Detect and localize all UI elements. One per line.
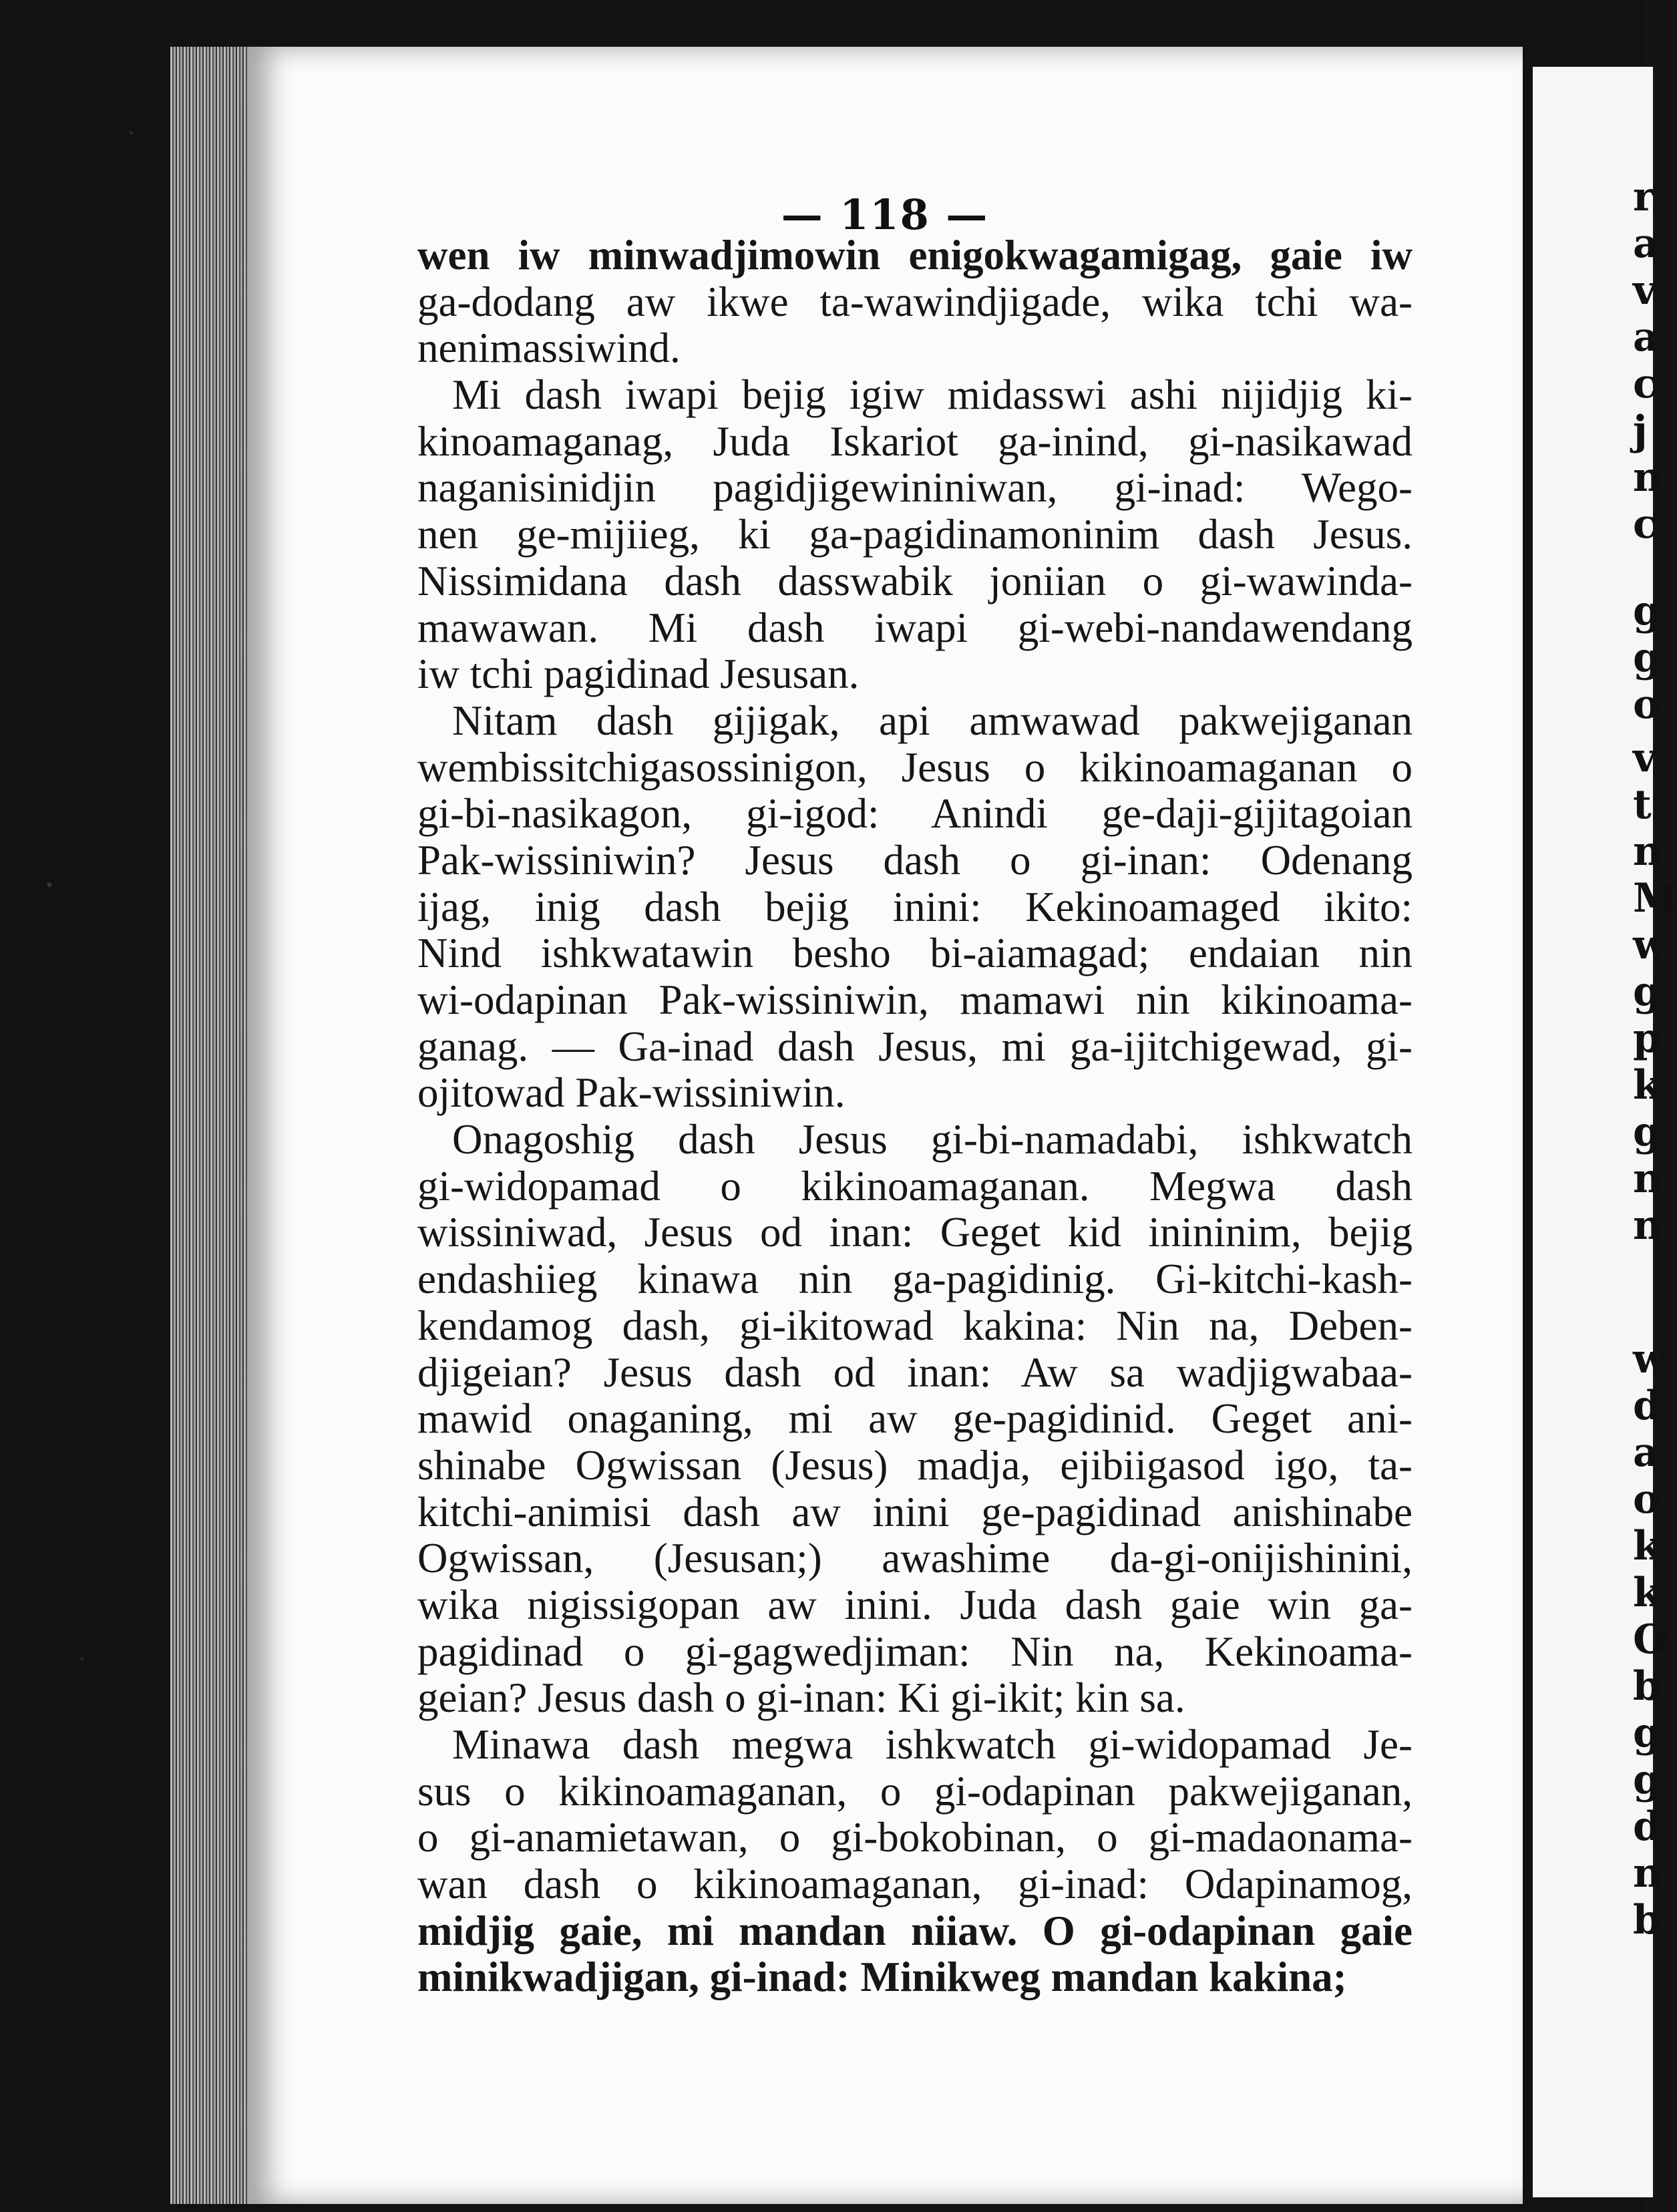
text-line: Pak-wissiniwin? Jesus dash o gi-inan: Odenang (417, 836, 1413, 884)
facing-page-letter: n (1633, 828, 1662, 875)
facing-page-letter: c (1633, 501, 1658, 548)
text-line: geian? Jesus dash o gi-inan: Ki gi-ikit; kin sa. (417, 1674, 1185, 1722)
text-line: mawid onaganing, mi aw ge-pagidinid. Geget ani- (417, 1395, 1413, 1443)
facing-page-letter: g (1633, 1710, 1661, 1757)
text-line: naganisinidjin pagidjigewininiwan, gi-inad: Wego- (417, 464, 1413, 512)
text-line: wen iw minwadjimowin enigokwagamigag, gaie iw (417, 232, 1413, 279)
text-line: minikwadjigan, gi-inad: Minikweg mandan kakina; (417, 1954, 1347, 2001)
facing-page-letter: O (1633, 1616, 1668, 1663)
facing-page-letter: M (1633, 875, 1677, 922)
text-line: kinoamaganag, Juda Iskariot ga-inind, gi-nasikawad (417, 417, 1413, 465)
facing-page-letter: g (1633, 1757, 1661, 1803)
facing-page-letter: o (1633, 681, 1660, 728)
facing-page-letter: n (1633, 454, 1662, 501)
text-line: wissiniwad, Jesus od inan: Geget kid inininim, bejig (417, 1209, 1413, 1256)
text-line: gi-widopamad o kikinoamaganan. Megwa dash (417, 1162, 1413, 1210)
text-line: o gi-anamietawan, o gi-bokobinan, o gi-madaonama- (417, 1814, 1413, 1861)
text-line: wan dash o kikinoamaganan, gi-inad: Odapinamog, (417, 1861, 1413, 1908)
facing-page-letter: n (1633, 1155, 1662, 1202)
text-line: gi-bi-nasikagon, gi-igod: Anindi ge-daji-gijitagoian (417, 790, 1413, 838)
text-line: ijag, inig dash bejig inini: Kekinoamaged ikito: (417, 883, 1413, 930)
text-line: Onagoshig dash Jesus gi-bi-namadabi, ishkwatch (452, 1116, 1413, 1163)
text-line: Ogwissan, (Jesusan;) awashime da-gi-onijishinini, (417, 1535, 1413, 1582)
text-line: wembissitchigasossinigon, Jesus o kikinoamaganan o (417, 743, 1413, 791)
text-line: Nitam dash gijigak, api amwawad pakwejiganan (452, 697, 1413, 744)
text-line: wi-odapinan Pak-wissiniwin, mamawi nin kikinoama- (417, 976, 1413, 1023)
text-line: sus o kikinoamaganan, o gi-odapinan pakwejiganan, (417, 1767, 1413, 1815)
paragraph (417, 1117, 1413, 1722)
facing-page-letter: n (1633, 1850, 1662, 1897)
text-line: kendamog dash, gi-ikitowad kakina: Nin na, Deben- (417, 1302, 1413, 1349)
paragraph (417, 698, 1413, 1117)
text-line: Nissimidana dash dasswabik joniian o gi-wawinda- (417, 557, 1413, 604)
text-line: wika nigissigopan aw inini. Juda dash gaie win ga- (417, 1581, 1413, 1628)
text-line: iw tchi pagidinad Jesusan. (417, 651, 860, 698)
facing-page (1533, 67, 1677, 2197)
text-line: ganag. — Ga-inad dash Jesus, mi ga-ijitchigewad, gi- (417, 1023, 1413, 1070)
text-line: Mi dash iwapi bejig igiw midasswi ashi nijidjig ki- (452, 371, 1413, 419)
facing-page-letter: g (1633, 588, 1661, 634)
facing-page-letter: t (1633, 781, 1652, 828)
paragraph (417, 232, 1413, 372)
facing-page-letter: k (1633, 1570, 1661, 1616)
page-number: — 118 — (781, 190, 989, 239)
text-line: endashiieg kinawa nin ga-pagidinig. Gi-kitchi-kash- (417, 1256, 1413, 1303)
facing-page-letter: d (1633, 1382, 1661, 1429)
facing-page-letter: j (1633, 407, 1648, 454)
facing-page-letter: a (1633, 1429, 1659, 1476)
text-line: pagidinad o gi-gagwedjiman: Nin na, Kekinoama- (417, 1628, 1413, 1675)
facing-page-letter: n (1633, 1202, 1662, 1249)
body-text (417, 232, 1413, 2001)
facing-page-letter: v (1633, 267, 1656, 314)
facing-page-letter: c (1633, 361, 1658, 407)
book-page-edges (170, 47, 257, 2204)
facing-page-letter: a (1633, 220, 1659, 267)
facing-page-letter: d (1633, 1803, 1661, 1850)
text-line: kitchi-animisi dash aw inini ge-pagidinad anishinabe (417, 1488, 1413, 1535)
paragraph (417, 372, 1413, 698)
facing-page-letter: b (1633, 1897, 1661, 1944)
paragraph (417, 1722, 1413, 2001)
facing-page-letter: g (1633, 968, 1661, 1015)
text-line: nen ge-mijiieg, ki ga-pagidinamoninim dash Jesus. (417, 511, 1413, 558)
text-line: Minawa dash megwa ishkwatch gi-widopamad Je- (452, 1721, 1413, 1768)
facing-page-letter: k (1633, 1523, 1661, 1570)
text-line: Nind ishkwatawin besho bi-aiamagad; endaian nin (417, 930, 1413, 977)
text-line: nenimassiwind. (417, 325, 681, 372)
facing-page-letter: v (1633, 735, 1656, 781)
text-line: ga-dodang aw ikwe ta-wawindjigade, wika tchi wa- (417, 278, 1413, 325)
facing-page-letter: a (1633, 314, 1659, 361)
text-line: shinabe Ogwissan (Jesus) madja, ejibiigasod igo, ta- (417, 1441, 1413, 1489)
text-line: midjig gaie, mi mandan niiaw. O gi-odapinan gaie (417, 1907, 1413, 1954)
facing-page-letter: k (1633, 1062, 1661, 1109)
text-line: ojitowad Pak-wissiniwin. (417, 1069, 846, 1117)
facing-page-letter: g (1633, 634, 1661, 681)
facing-page-letter: p (1633, 1015, 1661, 1062)
text-line: mawawan. Mi dash iwapi gi-webi-nandawendang (417, 604, 1413, 651)
facing-page-letter: o (1633, 1476, 1660, 1523)
facing-page-letter: r (1633, 174, 1654, 220)
facing-page-letter: w (1633, 1336, 1668, 1382)
text-line: djigeian? Jesus dash od inan: Aw sa wadjigwabaa- (417, 1348, 1413, 1396)
facing-page-letter: w (1633, 922, 1668, 968)
facing-page-letter: b (1633, 1663, 1661, 1710)
facing-page-letter: g (1633, 1109, 1661, 1155)
